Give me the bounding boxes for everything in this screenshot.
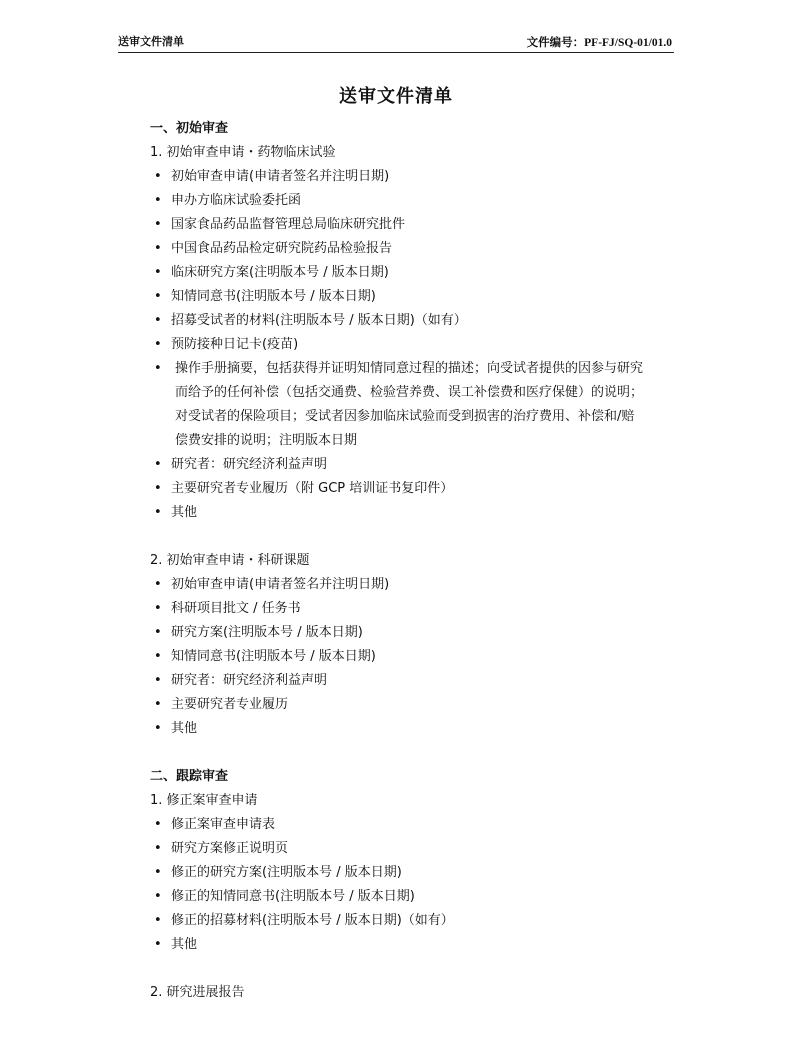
list-item: 研究者：研究经济利益声明 (171, 673, 328, 688)
bullet-mark: • (154, 313, 162, 328)
list-item: 主要研究者专业履历（附 GCP 培训证书复印件） (171, 481, 454, 496)
header-doc-title: 送审文件清单 (118, 35, 184, 48)
bullet-mark: • (154, 217, 162, 232)
bullet-mark: • (154, 889, 162, 904)
list-item-text: 而给予的任何补偿（包括交通费、检验营养费、误工补偿费和医疗保健）的说明； (175, 385, 644, 400)
bullet-mark: • (154, 601, 162, 616)
list-item: 修正的知情同意书(注明版本号 / 版本日期) (171, 889, 415, 904)
bullet-mark: • (154, 937, 162, 952)
list-item: 修正的招募材料(注明版本号 / 版本日期)（如有） (171, 913, 454, 928)
subsection-label-research-project: 2. 初始审查申请・科研课题 (150, 553, 310, 568)
header-doc-number: 文件编号：PF-FJ/SQ-01/01.0 (526, 37, 672, 49)
bullet-mark: • (154, 289, 162, 304)
list-item: 招募受试者的材料(注明版本号 / 版本日期)（如有） (171, 313, 467, 328)
list-item: 申办方临床试验委托函 (171, 193, 302, 208)
bullet-mark: • (154, 649, 162, 664)
bullet-mark: • (154, 481, 162, 496)
bullet-mark: • (154, 193, 162, 208)
bullet-mark: • (154, 577, 162, 592)
list-item: 修正的研究方案(注明版本号 / 版本日期) (171, 865, 402, 880)
list-item: 初始审查申请(申请者签名并注明日期) (171, 169, 390, 184)
bullet-mark: • (154, 265, 162, 280)
list-item: 预防接种日记卡(疫苗) (171, 337, 299, 352)
list-item: 其他 (171, 937, 198, 952)
list-item: 主要研究者专业履历 (171, 697, 289, 712)
list-item-text: 偿费安排的说明；注明版本日期 (175, 433, 358, 448)
list-item: 修正案审查申请表 (171, 817, 276, 832)
list-item: 研究方案(注明版本号 / 版本日期) (171, 625, 363, 640)
bullet-mark: • (154, 337, 162, 352)
bullet-mark: • (154, 817, 162, 832)
list-item: 知情同意书(注明版本号 / 版本日期) (171, 289, 376, 304)
list-item: 其他 (171, 721, 198, 736)
subsection-label-amendment: 1. 修正案审查申请 (150, 793, 258, 808)
bullet-mark: • (154, 505, 162, 520)
bullet-mark: • (154, 865, 162, 880)
list-item: 其他 (171, 505, 198, 520)
bullet-mark: • (154, 721, 162, 736)
list-item: 研究方案修正说明页 (171, 841, 289, 856)
page-title: 送审文件清单 (339, 86, 453, 107)
subsection-label-progress-report: 2. 研究进展报告 (150, 985, 245, 1000)
bullet-mark: • (154, 457, 162, 472)
list-item: 研究者：研究经济利益声明 (171, 457, 328, 472)
bullet-mark: • (154, 241, 162, 256)
list-item-text: 操作手册摘要，包括获得并证明知情同意过程的描述；向受试者提供的因参与研究 (175, 361, 644, 376)
list-item-text: 对受试者的保险项目；受试者因参加临床试验而受到损害的治疗费用、补偿和/赔 (175, 409, 635, 424)
bullet-mark: • (154, 673, 162, 688)
subsection-label-drug-trial: 1. 初始审查申请・药物临床试验 (150, 145, 336, 160)
bullet-mark: • (154, 361, 162, 376)
bullet-mark: • (154, 697, 162, 712)
bullet-mark: • (154, 913, 162, 928)
bullet-mark: • (154, 625, 162, 640)
list-item: 国家食品药品监督管理总局临床研究批件 (171, 217, 406, 232)
section-heading-follow-up-review: 二、跟踪审查 (150, 769, 229, 784)
bullet-mark: • (154, 169, 162, 184)
list-item: 科研项目批文 / 任务书 (171, 601, 301, 616)
list-item: 初始审查申请(申请者签名并注明日期) (171, 577, 390, 592)
list-item: 临床研究方案(注明版本号 / 版本日期) (171, 265, 389, 280)
bullet-mark: • (154, 841, 162, 856)
page-header (118, 30, 674, 53)
section-heading-initial-review: 一、初始审查 (150, 121, 229, 136)
list-item: 中国食品药品检定研究院药品检验报告 (171, 241, 393, 256)
list-item: 知情同意书(注明版本号 / 版本日期) (171, 649, 376, 664)
